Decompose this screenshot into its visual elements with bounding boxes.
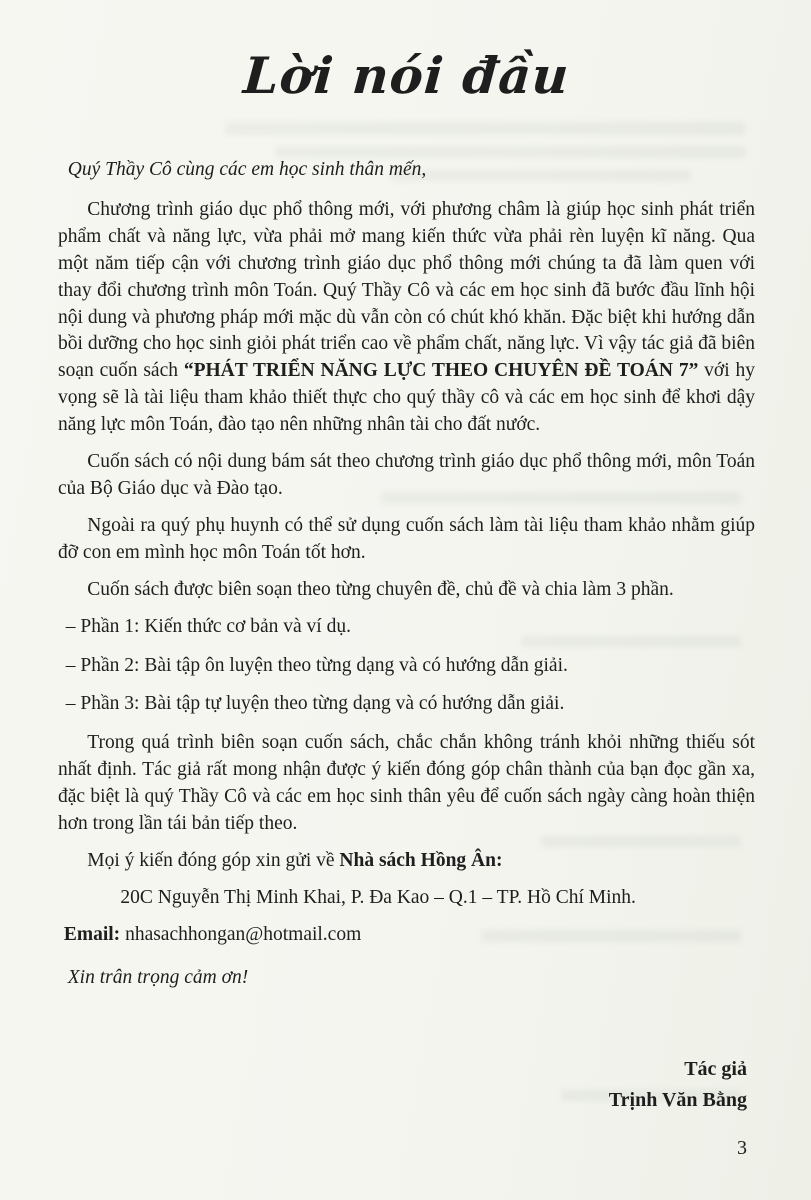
bookstore-name: Nhà sách Hồng Ân: — [339, 849, 503, 871]
thanks-line: Xin trân trọng cảm ơn! — [67, 966, 249, 988]
paragraph-intro-post: với hy vọng sẽ là tài liệu tham khảo thiết thực cho quý thầy cô và các em học sinh để khơi dậy năng lực môn Toán, đào tạo nên những nhân tài cho đất nước. — [58, 360, 755, 436]
address-line: 20C Nguyễn Thị Minh Khai, P. Đa Kao – Q.1 – TP. Hồ Chí Minh. — [120, 886, 636, 908]
list-item-part1: – Phần 1: Kiến thức cơ bản và ví dụ. — [65, 615, 351, 637]
page-number: 3 — [737, 1137, 747, 1159]
contact-line — [58, 848, 755, 875]
email-label: Email: — [63, 923, 121, 945]
paragraph-content: Cuốn sách có nội dung bám sát theo chương trình giáo dục phổ thông mới, môn Toán của Bộ Giáo dục và Đào tạo. — [58, 451, 755, 499]
greeting-line: Quý Thầy Cô cùng các em học sinh thân mến, — [67, 159, 427, 180]
paragraph-feedback: Trong quá trình biên soạn cuốn sách, chắc chắn không tránh khỏi những thiếu sót nhất định. Tác giả rất mong nhận được ý kiến đóng góp chân thành của bạn đọc gần xa, đặc biệt là quý Thầy Cô và các em học sinh thân yêu để cuốn sách ngày càng hoàn thiện hơn trong lần tái bản tiếp theo. — [58, 732, 755, 835]
page-content — [58, 34, 755, 1116]
signature-block — [58, 1054, 755, 1116]
book-title-bold: “PHÁT TRIỂN NĂNG LỰC THEO CHUYÊN ĐỀ TOÁN 7” — [183, 360, 699, 382]
paragraph-structure: Cuốn sách được biên soạn theo từng chuyên đề, chủ đề và chia làm 3 phần. — [87, 578, 674, 600]
paragraph-parents: Ngoài ra quý phụ huynh có thể sử dụng cuốn sách làm tài liệu tham khảo nhằm giúp đỡ con em mình học môn Toán tốt hơn. — [58, 514, 755, 563]
email-line — [58, 922, 755, 949]
email-value: nhasachhongan@hotmail.com — [120, 923, 362, 945]
page-title: Lời nói đầu — [241, 46, 572, 105]
list-item-part2: – Phần 2: Bài tập ôn luyện theo từng dạng và có hướng dẫn giải. — [65, 654, 568, 676]
paragraph-intro — [58, 197, 755, 439]
signature-role: Tác giả — [684, 1057, 747, 1080]
signature-name: Trịnh Văn Bằng — [608, 1088, 747, 1111]
list-item-part3: – Phần 3: Bài tập tự luyện theo từng dạng và có hướng dẫn giải. — [65, 693, 565, 715]
paragraph-intro-pre: Chương trình giáo dục phổ thông mới, với phương châm là giúp học sinh phát triển phẩm chất và năng lực, vừa phải mở mang kiến thức vừa phải rèn luyện kĩ năng. Qua một năm tiếp cận với chương trình giáo dục phổ thông mới chúng ta đã làm quen với thay đổi chương trình môn Toán. Quý Thầy Cô và các em học sinh đã bước đầu lĩnh hội nội dung và phương pháp mới mặc dù vẫn còn có chút khó khăn. Đặc biệt khi hướng dẫn bồi dưỡng cho học sinh giỏi phát triển cao về phẩm chất, năng lực. Vì vậy tác giả đã biên soạn cuốn sách — [58, 198, 755, 382]
contact-pre: Mọi ý kiến đóng góp xin gửi về — [87, 849, 340, 871]
